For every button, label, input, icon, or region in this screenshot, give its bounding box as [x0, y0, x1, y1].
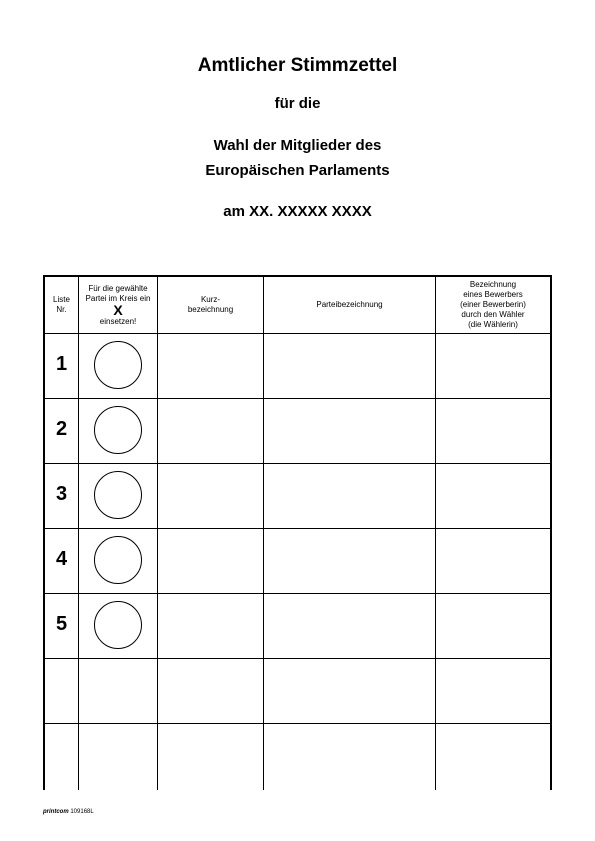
printer-imprint [43, 809, 94, 815]
list-number-1: 1 [55, 353, 68, 375]
ballot-subtitle-election: Wahl der Mitglieder des [213, 137, 382, 154]
ballot-date: am XX. XXXXX XXXX [223, 203, 372, 220]
header-short-name [158, 277, 263, 333]
header-mark-instruction [79, 277, 157, 333]
vote-circle-3[interactable] [94, 471, 142, 519]
header-list-number-line2: Nr. [56, 305, 67, 314]
column-divider [263, 277, 264, 790]
printer-code: 109168L [70, 809, 94, 815]
header-short-name-line1: Kurz- [200, 295, 221, 304]
list-number-5: 5 [55, 613, 68, 635]
header-mark-x: X [113, 301, 123, 318]
vote-circle-4[interactable] [94, 536, 142, 584]
row-divider [45, 593, 550, 594]
header-list-number-line1: Liste [53, 295, 70, 304]
header-candidate-line1: Bezeichnung [469, 280, 517, 289]
list-number-4: 4 [55, 548, 68, 570]
header-party-name-text: Parteibezeichnung [316, 300, 383, 309]
header-party-name [264, 277, 435, 333]
vote-circle-2[interactable] [94, 406, 142, 454]
row-divider [45, 723, 550, 724]
column-divider [78, 277, 79, 790]
header-mark-line4: einsetzen! [99, 316, 137, 326]
row-divider [45, 463, 550, 464]
header-candidate-line4: durch den Wähler [461, 310, 525, 319]
header-candidate-line3: (einer Bewerberin) [460, 300, 526, 309]
row-divider [45, 398, 550, 399]
ballot-table [43, 275, 552, 790]
column-divider [435, 277, 436, 790]
printer-brand: printcom [43, 809, 69, 815]
header-mark-line2: Partei im Kreis ein [85, 293, 151, 303]
header-candidate-line2: eines Bewerbers [463, 290, 523, 299]
row-divider [45, 333, 550, 334]
vote-circle-5[interactable] [94, 601, 142, 649]
row-divider [45, 658, 550, 659]
ballot-title: Amtlicher Stimmzettel [197, 55, 398, 76]
header-candidate [436, 277, 550, 333]
list-number-2: 2 [55, 418, 68, 440]
ballot-subtitle-parliament: Europäischen Parlaments [205, 162, 390, 179]
column-divider [157, 277, 158, 790]
ballot-subtitle-for: für die [274, 95, 321, 112]
header-candidate-line5: (die Wählerin) [468, 320, 518, 329]
header-mark-line1: Für die gewählte [88, 283, 148, 293]
vote-circle-1[interactable] [94, 341, 142, 389]
list-number-3: 3 [55, 483, 68, 505]
row-divider [45, 528, 550, 529]
header-list-number [45, 277, 78, 333]
header-short-name-line2: bezeichnung [187, 305, 234, 314]
